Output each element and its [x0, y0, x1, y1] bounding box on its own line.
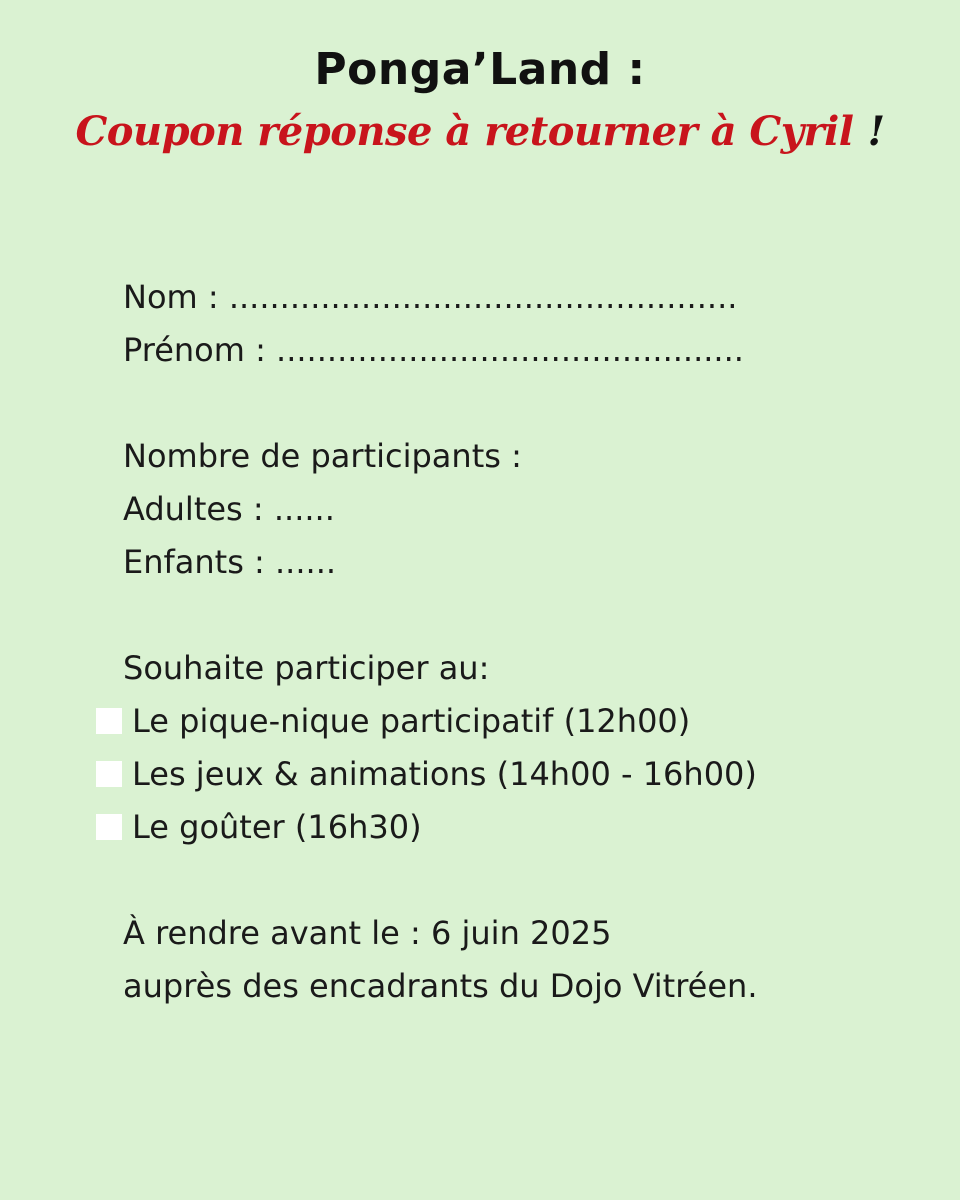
- enfants-field[interactable]: Enfants : ......: [123, 543, 337, 581]
- gouter-label: Le goûter (16h30): [132, 808, 422, 846]
- jeux-animations-checkbox[interactable]: [96, 761, 122, 787]
- subtitle-text: Coupon réponse à retourner à Cyril: [75, 108, 854, 155]
- option-gouter[interactable]: [96, 807, 422, 847]
- prenom-field[interactable]: Prénom : ..............................................: [123, 331, 744, 369]
- activities-heading: Souhaite participer au:: [123, 649, 490, 687]
- gouter-checkbox[interactable]: [96, 814, 122, 840]
- deadline-text: À rendre avant le : 6 juin 2025: [123, 914, 612, 952]
- page-subtitle: [0, 108, 960, 155]
- location-text: auprès des encadrants du Dojo Vitréen.: [123, 967, 758, 1005]
- pique-nique-label: Le pique-nique participatif (12h00): [132, 702, 691, 740]
- option-jeux-animations[interactable]: [96, 754, 757, 794]
- exclamation-mark: !: [867, 108, 885, 155]
- page-title: Ponga’Land :: [314, 44, 646, 95]
- participants-heading: Nombre de participants :: [123, 437, 522, 475]
- pique-nique-checkbox[interactable]: [96, 708, 122, 734]
- option-pique-nique[interactable]: [96, 701, 690, 741]
- adultes-field[interactable]: Adultes : ......: [123, 490, 335, 528]
- jeux-animations-label: Les jeux & animations (14h00 - 16h00): [132, 755, 757, 793]
- nom-field[interactable]: Nom : ..................................................: [123, 278, 738, 316]
